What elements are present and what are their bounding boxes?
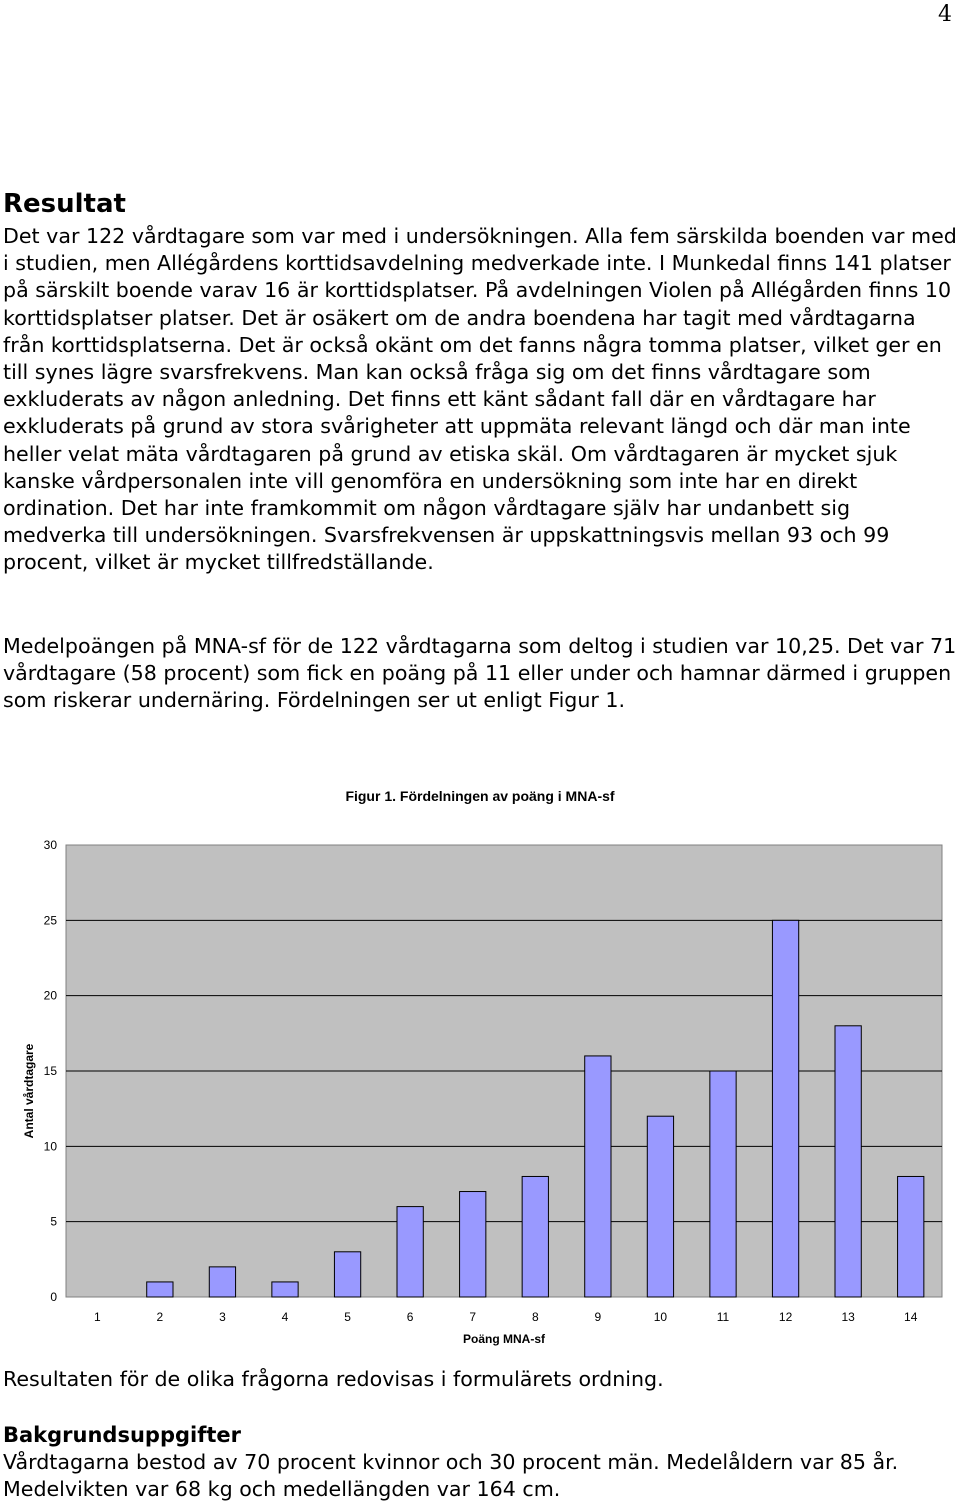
x-tick-label: 3 (219, 1310, 226, 1324)
x-tick-label: 1 (93, 1310, 101, 1324)
y-tick-label: 0 (50, 1290, 57, 1304)
x-tick-label: 4 (281, 1310, 289, 1324)
bar-6 (397, 1207, 423, 1297)
bar-13 (835, 1026, 861, 1297)
y-axis-label: Antal vårdtagare (22, 1043, 36, 1139)
x-tick-label: 10 (653, 1310, 668, 1324)
background-paragraph: Vårdtagarna bestod av 70 procent kvinnor och 30 procent män. Medelåldern var 85 år. Medelvikten var 68 kg och medellängden var 164 cm. (3, 1450, 899, 1502)
y-tick-label: 5 (50, 1214, 57, 1229)
bar-11 (710, 1071, 736, 1297)
y-tick-label: 15 (43, 1064, 57, 1078)
y-tick-label: 30 (43, 838, 57, 852)
bar-2 (147, 1282, 173, 1297)
x-tick-label: 14 (904, 1310, 918, 1324)
x-tick-label: 11 (716, 1310, 730, 1324)
bar-chart (0, 820, 960, 1360)
x-tick-label: 12 (778, 1310, 793, 1324)
results-paragraph: Det var 122 vårdtagare som var med i undersökningen. Alla fem särskilda boenden var med i studien, men Allégårdens korttidsavdelning medverkade inte. I Munkedal finns 141 platser på särskilt boende varav 16 är korttidsplatser. På avdelningen Violen på Allégården finns 10 korttidsplatser platser. Det är osäkert om de andra boendena har tagit med vårdtagarna från korttidsplatserna. Det är också okänt om det fanns några tomma platser, vilket ger en till synes lägre svarsfrekvens. Man kan också fråga sig om det finns vårdtagare som exkluderats av någon anledning. Det finns ett känt sådant fall där en vårdtagare har exkluderats på grund av stora svårigheter att uppmäta relevant längd och där man inte heller velat mäta vårdtagaren på grund av etiska skäl. Om vårdtagaren är mycket sjuk kanske vårdpersonalen inte vill genomföra en undersökning som inte har en direkt ordination. Det har inte framkommit om någon vårdtagare själv har undanbett sig medverka till undersökningen. Svarsfrekvensen är uppskattningsvis mellan 93 och 99 procent, vilket är mycket tillfredställande. (3, 224, 957, 575)
chart-svg (0, 820, 960, 1360)
x-tick-label: 9 (594, 1310, 602, 1324)
bar-4 (272, 1282, 298, 1297)
x-tick-label: 8 (531, 1310, 539, 1324)
y-tick-label: 20 (43, 988, 57, 1003)
x-tick-label: 13 (841, 1310, 855, 1324)
y-tick-label: 25 (43, 913, 57, 928)
x-axis-label: Poäng MNA-sf (463, 1332, 545, 1346)
section-title: Resultat (3, 189, 126, 219)
chart-followup-text: Resultaten för de olika frågorna redovisas i formulärets ordning. (3, 1367, 664, 1391)
bar-3 (209, 1267, 235, 1297)
y-tick-labels (44, 838, 58, 1304)
bar-10 (647, 1116, 673, 1297)
page-number: 4 (938, 2, 952, 27)
background-title: Bakgrundsuppgifter (3, 1423, 241, 1447)
x-tick-label: 7 (469, 1310, 477, 1324)
x-tick-label: 6 (406, 1310, 414, 1324)
chart-title: Figur 1. Fördelningen av poäng i MNA-sf (345, 788, 615, 804)
y-tick-label: 10 (43, 1139, 57, 1154)
bar-14 (898, 1176, 924, 1297)
bar-12 (772, 920, 798, 1297)
summary-paragraph: Medelpoängen på MNA-sf för de 122 vårdtagarna som deltog i studien var 10,25. Det var 71 vårdtagare (58 procent) som fick en poäng på 11 eller under och hamnar därmed i gruppen som riskerar undernäring. Fördelningen ser ut enligt Figur 1. (3, 634, 957, 713)
bar-8 (522, 1176, 548, 1297)
bar-5 (334, 1252, 360, 1297)
bar-7 (460, 1192, 486, 1297)
x-tick-label: 5 (344, 1310, 351, 1324)
bar-9 (585, 1056, 611, 1297)
x-tick-label: 2 (156, 1310, 164, 1324)
x-tick-labels (94, 1310, 918, 1324)
